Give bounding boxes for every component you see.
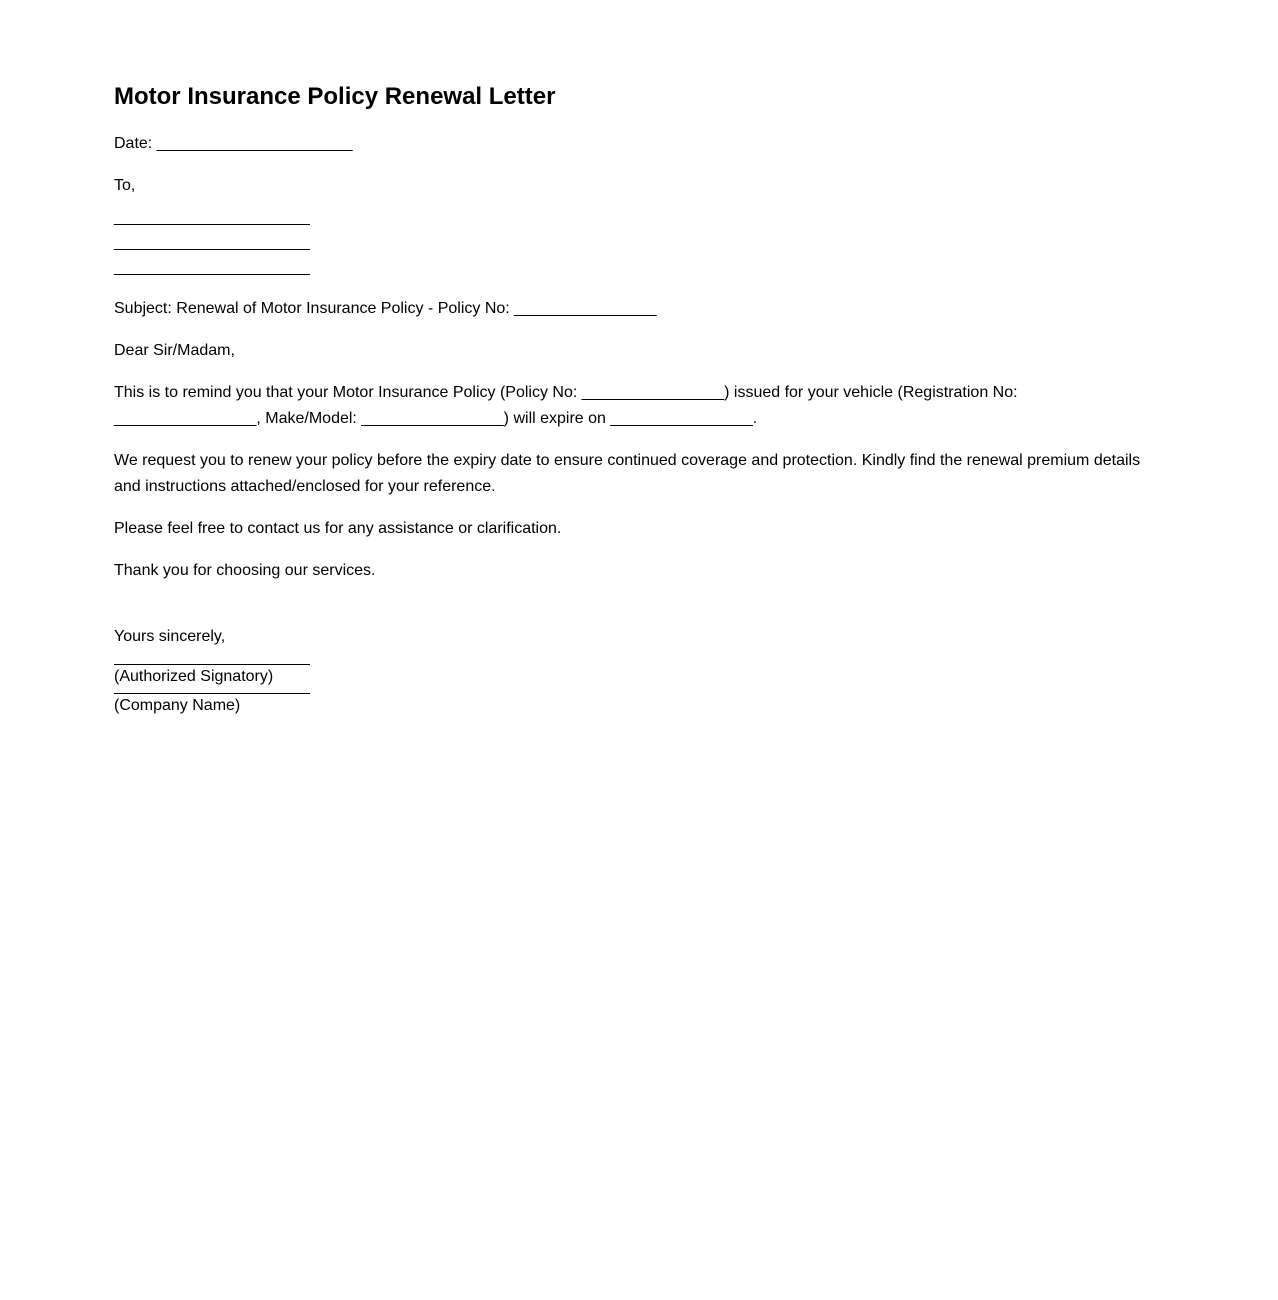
subject-line: Subject: Renewal of Motor Insurance Policy - Policy No: ________________ (114, 300, 657, 317)
recipient-address (114, 205, 1164, 280)
company-name-line (114, 693, 310, 694)
company-name-label: (Company Name) (114, 697, 241, 714)
document-title: Motor Insurance Policy Renewal Letter (114, 83, 556, 110)
body-paragraph-request: We request you to renew your policy before the expiry date to ensure continued coverage and protection. Kindly find the renewal premium details and instructions attached/enclosed for your reference. (114, 452, 1141, 495)
signature-block (114, 628, 1164, 715)
date-label: Date: (114, 135, 153, 152)
signature-line (114, 664, 310, 665)
to-label: To, (114, 177, 136, 194)
body-paragraph-reminder: This is to remind you that your Motor Insurance Policy (Policy No: ________________) issued for your vehicle (Registration No: ________________, Make/Model: ________________) will expire on ________________. (114, 384, 1018, 427)
date-blank: ______________________ (156, 135, 353, 152)
salutation: Dear Sir/Madam, (114, 342, 235, 359)
spacer (114, 600, 1164, 628)
authorized-signatory-label: (Authorized Signatory) (114, 668, 274, 685)
date-line (114, 131, 1164, 157)
closing: Yours sincerely, (114, 628, 226, 645)
address-line: ______________________ (114, 209, 310, 226)
body-paragraph-thanks: Thank you for choosing our services. (114, 562, 376, 579)
address-line: ______________________ (114, 259, 310, 276)
address-line: ______________________ (114, 234, 310, 251)
body-paragraph-contact: Please feel free to contact us for any assistance or clarification. (114, 520, 562, 537)
